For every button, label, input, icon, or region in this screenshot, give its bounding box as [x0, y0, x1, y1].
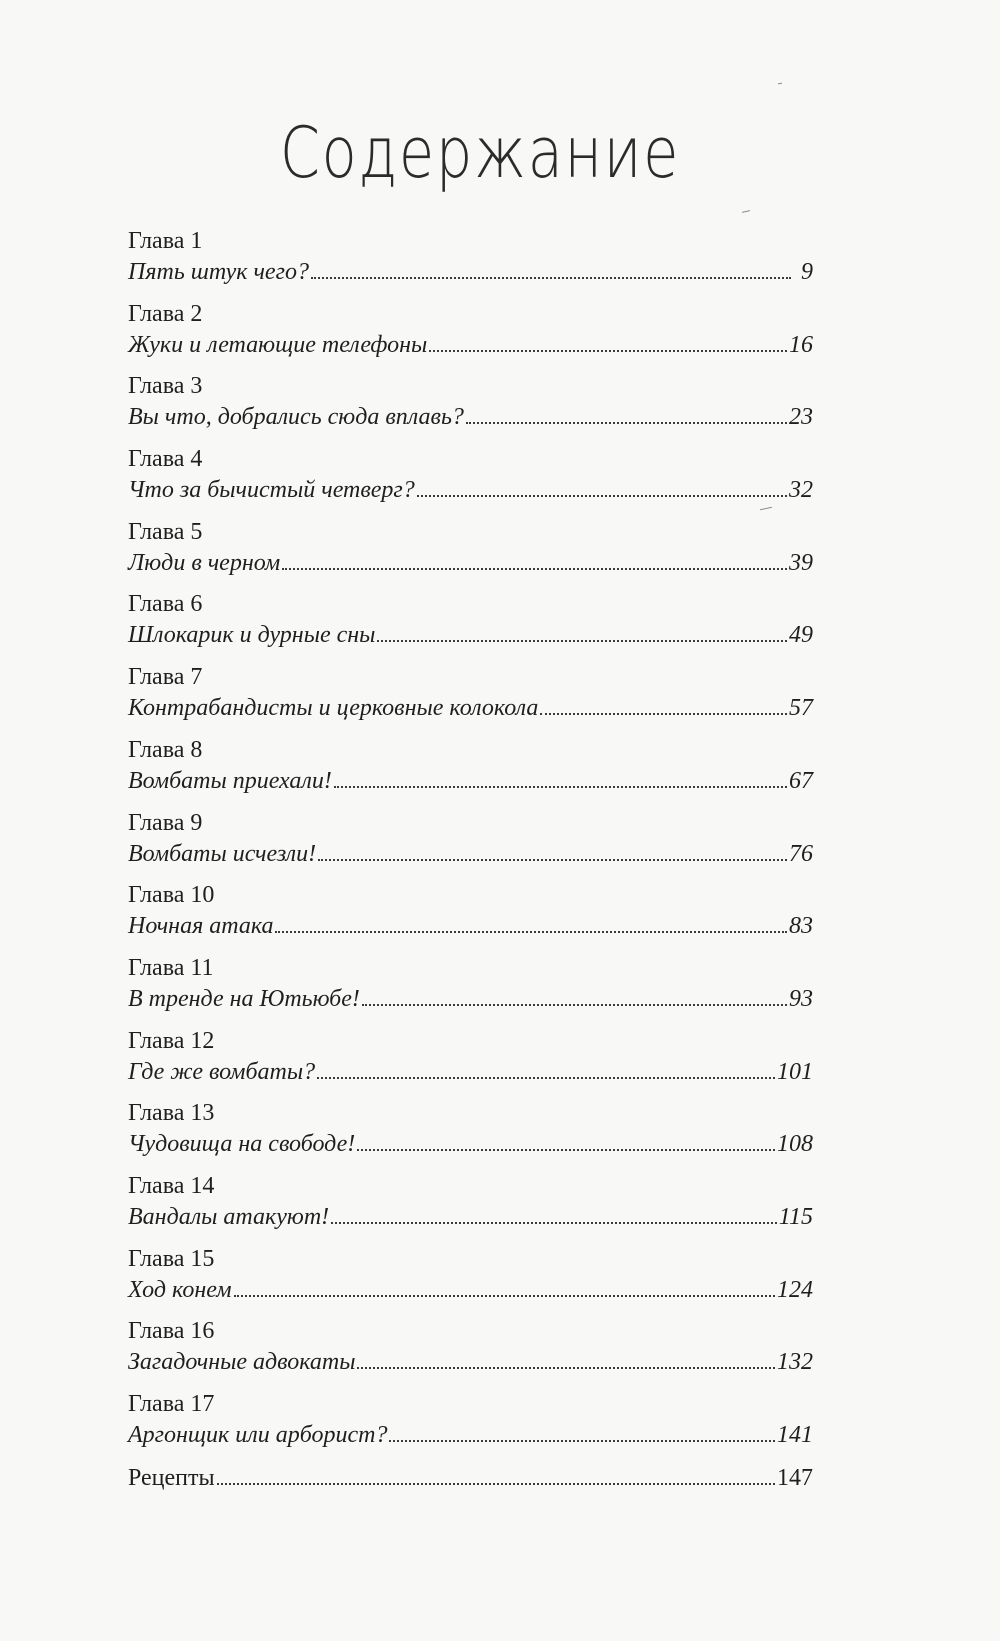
toc-chapter: [128, 1026, 813, 1099]
page-number: 23: [789, 404, 813, 431]
page-number: 115: [778, 1203, 813, 1230]
chapter-label: Глава 15: [128, 1245, 215, 1272]
page-number: 93: [789, 985, 813, 1012]
page-number: 76: [789, 840, 813, 867]
dot-leader: [311, 276, 791, 279]
toc-entry[interactable]: [128, 619, 813, 655]
dot-leader: [377, 639, 787, 642]
dot-leader: [540, 712, 787, 715]
chapter-title: Где же вомбаты?: [128, 1058, 316, 1085]
page-number: 124: [777, 1276, 813, 1303]
dot-leader: [357, 1366, 775, 1369]
toc-entry[interactable]: [128, 1274, 813, 1310]
chapter-title: Люди в черном: [128, 549, 281, 576]
page-number: 67: [789, 767, 813, 794]
dot-leader: [362, 1003, 787, 1006]
dot-leader: [334, 785, 787, 788]
chapter-title: Вандалы атакуют!: [128, 1203, 330, 1230]
page-number: 32: [789, 477, 813, 504]
page-title: Содержание: [279, 112, 681, 194]
toc-entry-recipes[interactable]: [128, 1462, 813, 1498]
toc-chapter: [128, 735, 813, 808]
chapter-title: Чудовища на свободе!: [128, 1131, 356, 1158]
toc-chapter: [128, 517, 813, 590]
paper-speck: [742, 210, 750, 213]
toc-chapter: [128, 1244, 813, 1317]
chapter-label: Глава 1: [128, 228, 203, 254]
chapter-title: Вомбаты исчезли!: [128, 840, 317, 867]
dot-leader: [282, 567, 787, 570]
chapter-label: Глава 6: [128, 591, 203, 618]
page-number: 141: [777, 1422, 813, 1448]
paper-speck: [778, 83, 782, 85]
page-number: 57: [789, 695, 813, 722]
toc-chapter: [128, 1171, 813, 1244]
dot-leader: [234, 1294, 775, 1297]
chapter-label: Глава 2: [128, 300, 203, 327]
chapter-title: Загадочные адвокаты: [128, 1349, 356, 1376]
toc-entry[interactable]: [128, 765, 813, 801]
toc-chapter: [128, 953, 813, 1026]
toc-entry[interactable]: [128, 329, 813, 365]
chapter-title: Ночная атака: [128, 913, 274, 940]
chapter-title: Ход конем: [128, 1276, 232, 1303]
chapter-label: Глава 17: [128, 1391, 215, 1417]
dot-leader: [275, 930, 787, 933]
chapter-label: Глава 13: [128, 1100, 215, 1127]
toc-entry[interactable]: [128, 1346, 813, 1382]
page-number: 108: [777, 1131, 813, 1158]
toc-chapter: [128, 808, 813, 881]
chapter-title: Шлокарик и дурные сны: [128, 622, 376, 649]
chapter-title: Вомбаты приехали!: [128, 767, 332, 794]
toc-entry[interactable]: [128, 1419, 813, 1455]
toc-entry[interactable]: [128, 838, 813, 874]
toc-entry[interactable]: [128, 474, 813, 510]
chapter-label: Глава 9: [128, 809, 203, 836]
chapter-label: Глава 10: [128, 882, 215, 909]
chapter-label: Глава 8: [128, 736, 203, 763]
chapter-label: Глава 11: [128, 954, 214, 981]
toc-chapter: [128, 589, 813, 662]
toc-chapter: [128, 1098, 813, 1171]
page-number: 16: [789, 331, 813, 358]
toc-entry[interactable]: [128, 401, 813, 437]
chapter-title: Жуки и летающие телефоны: [128, 331, 428, 358]
page-number: 83: [789, 913, 813, 940]
chapter-title: Что за бычистый четверг?: [128, 477, 415, 504]
chapter-label: Глава 5: [128, 518, 203, 545]
chapter-title: Аргонщик или арборист?: [128, 1422, 388, 1448]
toc-entry[interactable]: [128, 983, 813, 1019]
chapter-label: Глава 3: [128, 373, 203, 400]
dot-leader: [331, 1221, 777, 1224]
page-number: 39: [789, 549, 813, 576]
page-number: 9: [801, 259, 813, 285]
page-number: 101: [777, 1058, 813, 1085]
recipes-title: Рецепты: [128, 1464, 215, 1491]
dot-leader: [429, 349, 787, 352]
table-of-contents: [128, 226, 813, 1498]
toc-chapter: [128, 226, 813, 299]
toc-entry[interactable]: [128, 1128, 813, 1164]
toc-chapter: [128, 662, 813, 735]
toc-entry[interactable]: [128, 256, 813, 292]
chapter-label: Глава 7: [128, 664, 203, 691]
dot-leader: [417, 494, 787, 497]
dot-leader: [318, 858, 787, 861]
page-number: 49: [789, 622, 813, 649]
chapter-title: Вы что, добрались сюда вплавь?: [128, 404, 464, 431]
chapter-title: Контрабандисты и церковные колокола: [128, 695, 539, 722]
dot-leader: [466, 421, 787, 424]
chapter-label: Глава 14: [128, 1172, 215, 1199]
chapter-label: Глава 16: [128, 1318, 215, 1345]
dot-leader: [217, 1482, 775, 1485]
toc-chapter: [128, 299, 813, 372]
toc-entry[interactable]: [128, 547, 813, 583]
toc-chapter: [128, 444, 813, 517]
chapter-title: Пять штук чего?: [128, 259, 309, 285]
dot-leader: [389, 1439, 775, 1442]
toc-chapter: [128, 371, 813, 444]
toc-chapter: [128, 1389, 813, 1462]
toc-entry[interactable]: [128, 1201, 813, 1237]
toc-entry[interactable]: [128, 692, 813, 728]
dot-leader: [357, 1148, 775, 1151]
chapter-label: Глава 12: [128, 1027, 215, 1054]
toc-chapter: [128, 880, 813, 953]
dot-leader: [317, 1076, 775, 1079]
chapter-label: Глава 4: [128, 446, 203, 473]
chapter-title: В тренде на Ютьюбе!: [128, 985, 360, 1012]
toc-entry[interactable]: [128, 1056, 813, 1092]
toc-entry[interactable]: [128, 910, 813, 946]
toc-chapter: [128, 1316, 813, 1389]
page-number: 132: [777, 1349, 813, 1376]
page-number: 147: [777, 1464, 813, 1491]
